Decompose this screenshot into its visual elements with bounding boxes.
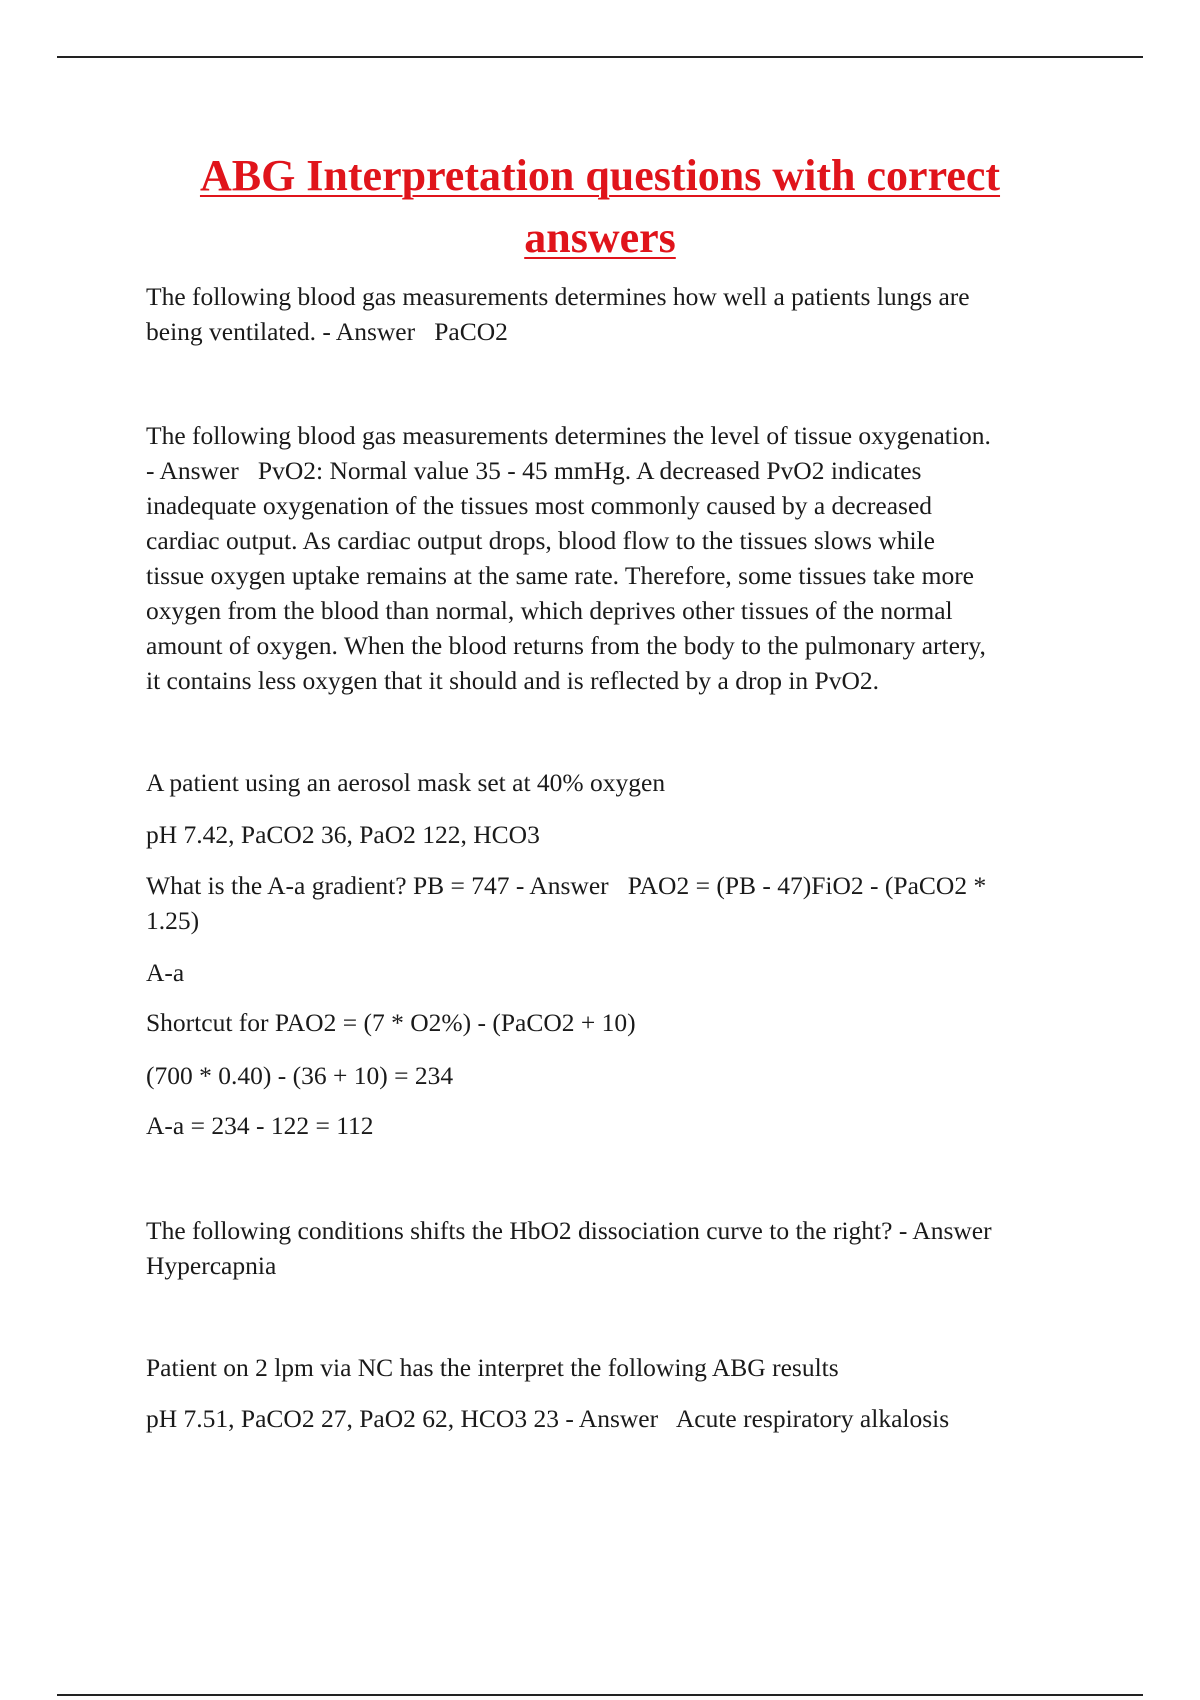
q3-question-line-2: 1.25) — [146, 906, 200, 935]
q4-line-1: The following conditions shifts the HbO2 dissociation curve to the right? - Answer — [146, 1216, 992, 1245]
q2-line-3: inadequate oxygenation of the tissues most commonly caused by a decreased — [146, 491, 933, 520]
q4-line-2: Hypercapnia — [146, 1251, 277, 1280]
title-line-2: answers — [524, 213, 676, 262]
q2-line-2: - Answer PvO2: Normal value 35 - 45 mmHg. A decreased PvO2 indicates — [146, 456, 922, 485]
q3-result: A-a = 234 - 122 = 112 — [146, 1111, 374, 1140]
q3-aa-label: A-a — [146, 958, 185, 987]
q5-line-1: Patient on 2 lpm via NC has the interpret the following ABG results — [146, 1353, 839, 1382]
q3-values: pH 7.42, PaCO2 36, PaO2 122, HCO3 — [146, 820, 540, 849]
q1-line-1: The following blood gas measurements determines how well a patients lungs are — [146, 282, 970, 311]
q3-shortcut: Shortcut for PAO2 = (7 * O2%) - (PaCO2 + 10) — [146, 1008, 636, 1037]
q2-line-5: tissue oxygen uptake remains at the same rate. Therefore, some tissues take more — [146, 561, 975, 590]
q3-question-line-1: What is the A-a gradient? PB = 747 - Answer PAO2 = (PB - 47)FiO2 - (PaCO2 * — [146, 871, 987, 900]
document-title — [100, 145, 1100, 269]
header-rule — [57, 56, 1143, 58]
q2-line-7: amount of oxygen. When the blood returns from the body to the pulmonary artery, — [146, 631, 986, 660]
q2-line-4: cardiac output. As cardiac output drops, blood flow to the tissues slows while — [146, 526, 935, 555]
q5-line-2: pH 7.51, PaCO2 27, PaO2 62, HCO3 23 - Answer Acute respiratory alkalosis — [146, 1404, 950, 1433]
q3-intro: A patient using an aerosol mask set at 40% oxygen — [146, 768, 666, 797]
q2-line-1: The following blood gas measurements determines the level of tissue oxygenation. — [146, 421, 991, 450]
title-line-1: ABG Interpretation questions with correct — [199, 151, 1001, 200]
q1-line-2: being ventilated. - Answer PaCO2 — [146, 317, 508, 346]
q3-calc: (700 * 0.40) - (36 + 10) = 234 — [146, 1061, 454, 1090]
footer-rule — [57, 1694, 1143, 1696]
q2-line-6: oxygen from the blood than normal, which deprives other tissues of the normal — [146, 596, 953, 625]
q2-line-8: it contains less oxygen that it should and is reflected by a drop in PvO2. — [146, 666, 880, 695]
